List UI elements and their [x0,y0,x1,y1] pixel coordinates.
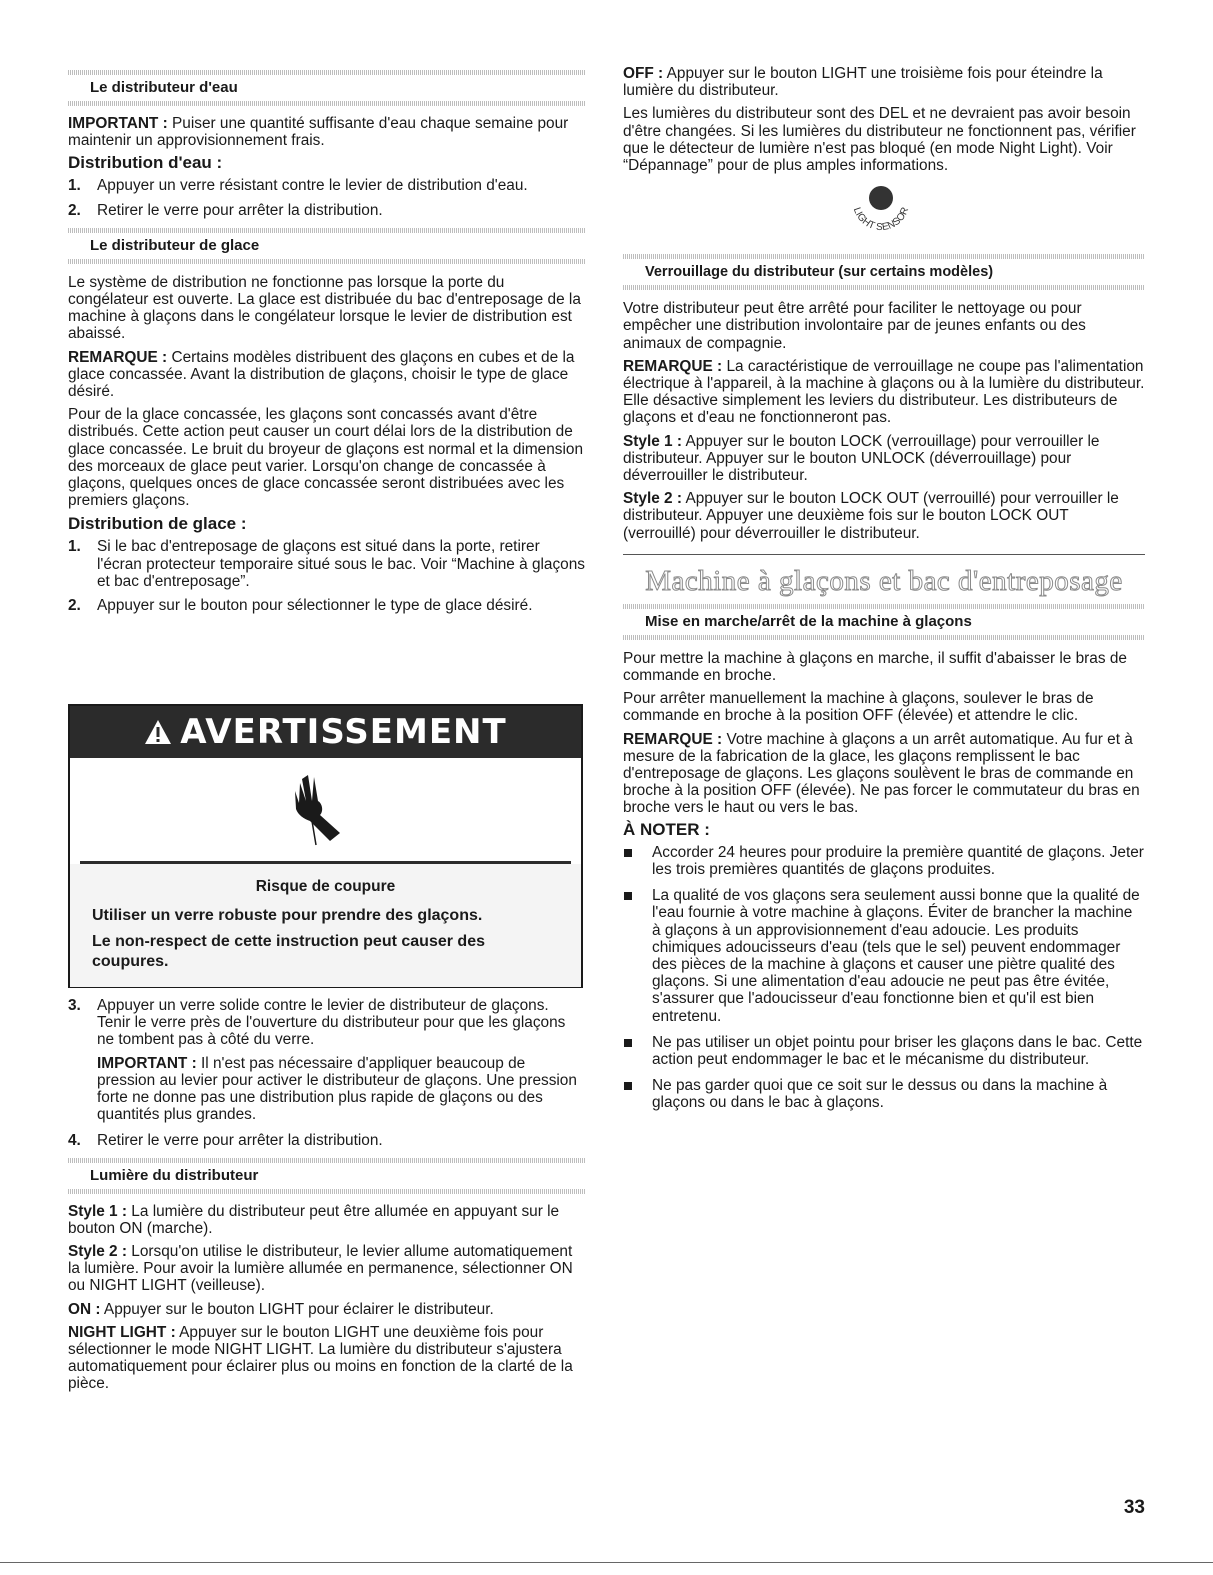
warning-consequence: Le non-respect de cette instruction peut causer des coupures. [92,933,485,970]
section-heading-icemaker: Mise en marche/arrêt de la machine à glaçons [623,604,1145,640]
lock-paragraph: Votre distributeur peut être arrêté pour faciliter le nettoyage ou pour empêcher une distribution involontaire par de jeunes enfants ou des animaux de compagnie. [623,300,1086,352]
important-label: IMPORTANT : [68,115,168,132]
step3-important [97,1055,586,1124]
hand-cut-icon [290,771,362,849]
step-number: 2. [68,201,81,219]
list-item: Accorder 24 heures pour produire la première quantité de glaçons. Jeter les trois premières quantités de glaçons produites. [623,844,1145,878]
step-text: Appuyer un verre solide contre le levier de distributeur de glaçons. Tenir le verre près de l'ouverture du distributeur pour que les glaçons ne tombent pas à côté du verre. [97,997,566,1049]
lock-style1 [623,433,1145,485]
subheading-noter: À NOTER : [623,819,710,839]
warning-banner [70,706,581,758]
led-paragraph: Les lumières du distributeur sont des DEL et ne devraient pas avoir besoin d'être changées. Si les lumières du distributeur ne fonctionnent pas, vérifier que le détecteur de lumière n'est pas bloqué (en mode Night Light). Voir “Dépannage” pour de plus amples informations. [623,105,1136,175]
list-item [68,997,586,1123]
warning-risk: Risque de coupure [255,878,396,895]
important-text: Puiser une quantité suffisante d'eau chaque semaine pour maintenir un approvisionnement frais. [68,115,569,150]
chapter-title: Machine à glaçons et bac d'entreposage [645,564,1123,597]
water-important [68,115,586,149]
warning-body [70,864,581,987]
step-number: 2. [68,597,81,615]
ice-steps-continued [68,997,586,1150]
section-heading-ice: Le distributeur de glace [68,228,586,264]
noter-list [623,844,1145,1112]
style-text: La lumière du distributeur peut être allumée en appuyant sur le bouton ON (marche). [68,1202,560,1237]
icemaker-on-paragraph: Pour mettre la machine à glaçons en marche, il suffit d'abaisser le bras de commande en broche. [623,649,1127,685]
left-column-lower [68,997,586,1393]
step-text: Retirer le verre pour arrêter la distribution. [97,1132,383,1150]
style-text: Appuyer sur le bouton LOCK (verrouillage) pour verrouiller le distributeur. Appuyer sur le bouton UNLOCK (déverrouillage) pour déverrouiller le distributeur. [623,432,1100,485]
footer-rule [0,1562,1213,1563]
remarque-label: REMARQUE : [623,357,723,375]
night-light-text: Appuyer sur le bouton LIGHT une deuxième fois pour sélectionner le mode NIGHT LIGHT. La lumière du distributeur s'ajustera automatiquement pour éclairer plus ou moins en fonction de la clarté de la pièce. [68,1323,573,1393]
style-text: Appuyer sur le bouton LOCK OUT (verrouillé) pour verrouiller le distributeur. Appuyer une deuxième fois sur le bouton LOCK OUT (verrouillé) pour déverrouiller le distributeur. [623,490,1119,542]
list-item [68,177,586,194]
warning-box [68,704,583,988]
style-text: Lorsqu'on utilise le distributeur, le levier allume automatiquement la lumière. Pour avoir la lumière allumée en permanence, sélectionner ON ou NIGHT LIGHT (veilleuse). [68,1243,573,1295]
step-text: Si le bac d'entreposage de glaçons est situé dans la porte, retirer l'écran protecteur temporaire situé sous le bac. Voir “Machine à glaçons et bac d'entreposage”. [97,538,585,590]
off-label: OFF : [623,65,664,82]
night-light-label: NIGHT LIGHT : [68,1323,176,1341]
light-sensor-figure [623,174,1145,246]
ice-remarque [68,349,586,401]
important-label: IMPORTANT : [97,1054,197,1072]
list-item: Ne pas utiliser un objet pointu pour briser les glaçons dans le bac. Cette action peut endommager le bac et le mécanisme du distributeur. [623,1034,1145,1068]
on-label: ON : [68,1300,101,1318]
list-item [68,202,586,219]
style-label: Style 1 : [68,1202,128,1220]
on-text: Appuyer sur le bouton LIGHT pour éclairer le distributeur. [100,1300,494,1318]
step-text: Appuyer sur le bouton pour sélectionner le type de glace désiré. [97,597,533,615]
lock-style2 [623,490,1145,542]
warning-icon-area [70,758,581,861]
important-text: Il n'est pas nécessaire d'appliquer beaucoup de pression au levier pour activer le distributeur de glaçons. Une pression forte ne donne pas une distribution plus rapide de glaçons ou des quantités plus grandes. [97,1054,577,1124]
warning-title: AVERTISSEMENT [180,712,507,752]
list-item [68,538,586,590]
subheading-water-distribution: Distribution d'eau : [68,153,223,173]
step-text: Appuyer un verre résistant contre le levier de distribution d'eau. [97,177,528,195]
light-night [68,1324,586,1393]
left-column [68,0,586,614]
remarque-text: Votre machine à glaçons a un arrêt automatique. Au fur et à mesure de la fabrication de la glace, les glaçons remplissent le bac d'entreposage de glaçons. Les glaçons soulèvent le bras de commande en broche à la position OFF (élevée). Ne pas forcer le commutateur du bras en broche vers le haut ou vers le bas. [623,730,1140,817]
light-style1 [68,1203,586,1237]
warning-triangle-icon [144,719,172,745]
ice-paragraph: Le système de distribution ne fonctionne pas lorsque la porte du congélateur est ouverte. La glace est distribuée du bac d'entreposage de la machine à glaçons dans le congélateur lorsque le levier de distribution est abaissé. [68,273,581,343]
page-number: 33 [1123,1497,1145,1518]
sensor-label: LIGHT SENSOR [850,206,912,234]
remarque-label: REMARQUE : [68,348,168,366]
water-steps [68,177,586,218]
light-on [68,1301,586,1318]
section-heading-water: Le distributeur d'eau [68,70,586,106]
section-heading-light: Lumière du distributeur [68,1158,586,1194]
list-item [68,597,586,614]
chapter-rule [623,554,1145,555]
list-item: La qualité de vos glaçons sera seulement aussi bonne que la qualité de l'eau fournie à votre machine à glaçons. Éviter de brancher la machine à glaçons à un approvisionnement d'eau adoucie. Les produits chimiques adoucisseurs d'eau (tels que le sel) peuvent endommager des pièces de la machine à glaçons et causer une piètre qualité des glaçons. Si une alimentation d'eau adoucie ne peut pas être évitée, s'assurer que l'adoucisseur d'eau fonctionne bien et qu'il est bien entretenu. [623,887,1145,1025]
ice-steps [68,538,586,614]
lock-remarque [623,358,1145,427]
style-label: Style 2 : [68,1243,128,1261]
step-number: 1. [68,177,81,195]
step-number: 3. [68,997,81,1014]
light-sensor-icon [841,174,921,246]
off-text: Appuyer sur le bouton LIGHT une troisième fois pour éteindre la lumière du distributeur. [623,65,1103,100]
right-column [623,0,1145,1112]
style-label: Style 1 : [623,432,683,450]
remarque-label: REMARQUE : [623,730,723,748]
icemaker-off-paragraph: Pour arrêter manuellement la machine à glaçons, soulever le bras de commande en broche à la position OFF (élevée) et attendre le clic. [623,690,1094,725]
remarque-text: Certains modèles distribuent des glaçons en cubes et de la glace concassée. Avant la distribution de glaçons, choisir le type de glace désiré. [68,348,575,401]
subheading-ice-distribution: Distribution de glace : [68,514,247,534]
warning-instruction: Utiliser un verre robuste pour prendre des glaçons. [92,907,483,924]
step-number: 1. [68,538,81,556]
icemaker-remarque [623,731,1145,817]
style-label: Style 2 : [623,490,683,508]
remarque-text: La caractéristique de verrouillage ne coupe pas l'alimentation électrique à l'appareil, à la machine à glaçons ou à la lumière du distributeur. Elle désactive simplement les leviers du distributeur. Les distributeurs de glaçons et d'eau ne fonctionneront pas. [623,357,1145,427]
list-item [68,1132,586,1149]
light-style2 [68,1243,586,1295]
section-heading-lock: Verrouillage du distributeur (sur certains modèles) [623,254,1145,290]
step-number: 4. [68,1132,81,1150]
list-item: Ne pas garder quoi que ce soit sur le dessus ou dans la machine à glaçons ou dans le bac à glaçons. [623,1077,1145,1111]
step-text: Retirer le verre pour arrêter la distribution. [97,201,383,219]
light-off [623,65,1145,99]
ice-crushed-paragraph: Pour de la glace concassée, les glaçons sont concassés avant d'être distribués. Cette action peut causer un court délai lors de la distribution de glace concassée. Le bruit du broyeur de glaçons est normal et la dimension des morceaux de glace peut varier. Lorsqu'on change de concassée à glaçons, quelques onces de glace concassée seront distribuées avec les premiers glaçons. [68,406,584,510]
